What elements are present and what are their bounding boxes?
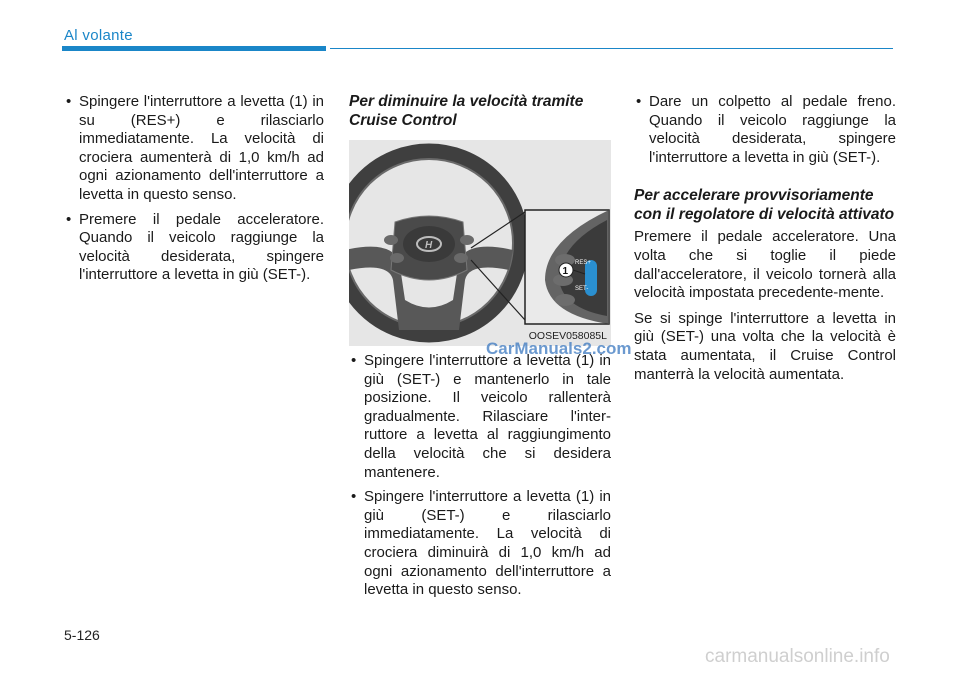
section-title: Al volante — [64, 27, 133, 44]
svg-text:H: H — [425, 240, 433, 251]
steering-wheel-illustration — [349, 140, 611, 346]
column-3 — [634, 93, 896, 391]
list-item: • Premere il pedale acceleratore. Quando il veicolo raggiunge la velocità desiderata, spingere l'interruttore a levetta in giù (SET-). — [64, 211, 324, 285]
figure-caption: OOSEV058085L — [528, 330, 607, 343]
column-3-list — [634, 93, 896, 167]
header-rule-thick — [62, 46, 326, 51]
switch-label-set: SET- — [575, 286, 589, 292]
section-heading: Per diminuire la velocità tramite Cruise Control — [349, 93, 584, 129]
list-item: • Spingere l'interruttore a levetta (1) in su (RES+) e rilasciarlo immediatamente. La velocità di crociera aumenterà di 1,0 km/h ad ogni azionamento dell'interruttore a levetta in questo senso. — [64, 93, 324, 205]
paragraph: Premere il pedale acceleratore. Una volta che si toglie il piede dall'acceleratore, il veicolo tornerà alla velocità impostata precedente-mente. — [634, 228, 896, 302]
column-2-list — [349, 352, 611, 600]
watermark-carmanuals: CarManuals2.com — [486, 339, 632, 358]
watermark-site: carmanualsonline.info — [705, 646, 890, 667]
page-number: 5-126 — [64, 627, 100, 643]
section-heading: Per accelerare provvisoriamente con il regolatore di velocità attivato — [634, 187, 895, 223]
list-item: • Spingere l'interruttore a levetta (1) in giù (SET-) e rilasciarlo immediatamente. La velocità di crociera diminuirà di 1,0 km/h ad ogni azionamento dell'interruttore a levetta in questo senso. — [349, 488, 611, 600]
steering-wheel-figure — [349, 140, 611, 346]
header-rule-thin — [330, 48, 893, 49]
column-1 — [64, 93, 324, 291]
callout-number: 1 — [562, 266, 569, 277]
list-item: • Dare un colpetto al pedale freno. Quando il veicolo raggiunge la velocità desiderata, spingere l'interruttore a levetta in giù (SET-). — [634, 93, 896, 167]
switch-label-res: RES+ — [575, 260, 591, 266]
paragraph: Se si spinge l'interruttore a levetta in giù (SET-) una volta che la velocità è stata aumentata, il Cruise Control manterrà la velocità aumentata. — [634, 309, 896, 383]
list-item: • Spingere l'interruttore a levetta (1) in giù (SET-) e mantenerlo in tale posizione. Il veicolo rallenterà gradualmente. Rilasciare l'inter-ruttore a levetta al raggiungimento della velocità che si desidera mantenere. — [349, 352, 611, 482]
column-1-list — [64, 93, 324, 285]
